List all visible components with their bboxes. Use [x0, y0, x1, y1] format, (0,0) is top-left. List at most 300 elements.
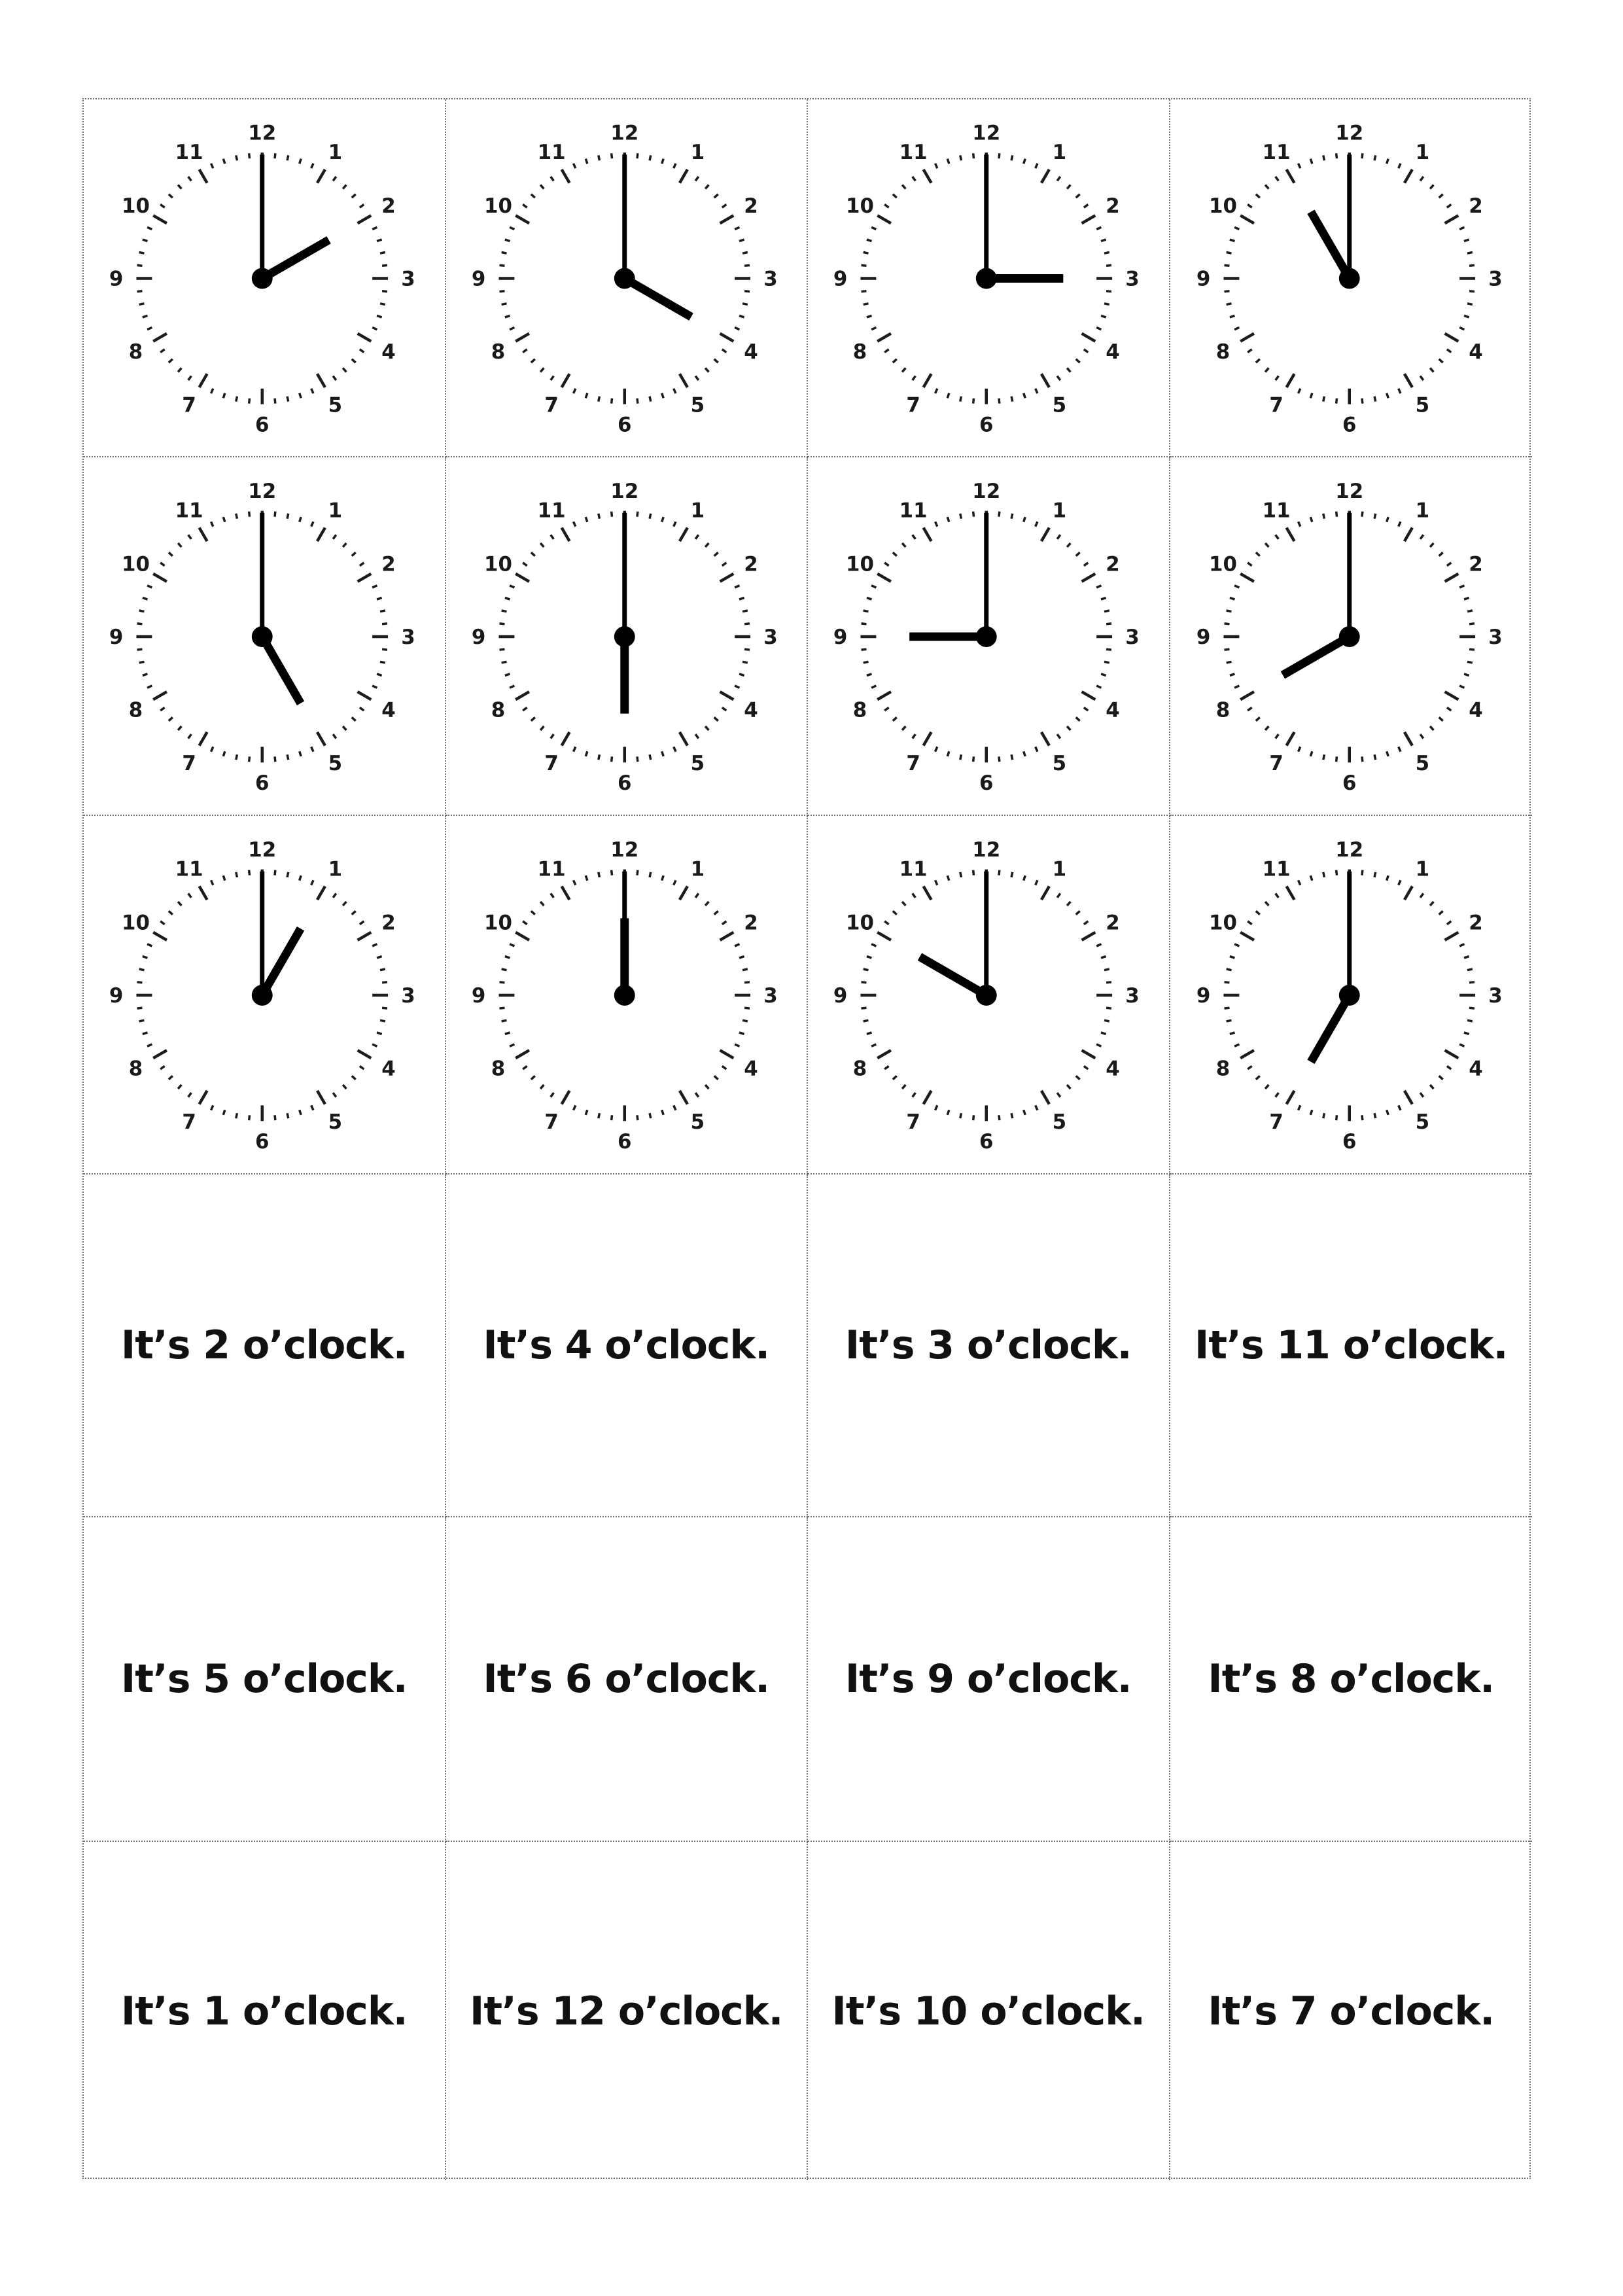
- minute-tick: [1101, 315, 1106, 317]
- minute-tick: [650, 514, 651, 519]
- clock-numeral: 4: [1106, 1057, 1120, 1081]
- hour-tick: [317, 886, 325, 900]
- hour-tick: [358, 932, 372, 940]
- minute-tick: [1096, 944, 1101, 946]
- minute-tick: [531, 194, 534, 198]
- hour-tick: [679, 527, 687, 541]
- hour-tick: [358, 692, 372, 699]
- minute-tick: [311, 747, 313, 751]
- minute-tick: [735, 227, 739, 229]
- clock-numeral: 3: [1125, 267, 1140, 291]
- minute-tick: [960, 397, 962, 402]
- minute-tick: [382, 291, 387, 292]
- minute-tick: [722, 921, 725, 925]
- minute-tick: [380, 253, 385, 254]
- minute-tick: [999, 1115, 1000, 1120]
- minute-tick: [1439, 359, 1442, 362]
- minute-tick: [973, 1115, 974, 1120]
- minute-tick: [211, 1105, 213, 1110]
- caption-card: [808, 1174, 1170, 1517]
- minute-tick: [862, 291, 867, 292]
- hour-tick: [1240, 932, 1254, 940]
- time-caption: It’s 1 o’clock.: [120, 1988, 408, 2034]
- minute-tick: [501, 610, 506, 612]
- hour-tick: [679, 169, 687, 183]
- caption-card: [84, 1517, 446, 1842]
- minute-tick: [884, 921, 888, 925]
- minute-tick: [598, 1113, 599, 1118]
- clock-numeral: 7: [182, 393, 196, 417]
- minute-tick: [871, 944, 876, 946]
- minute-tick: [1362, 1115, 1363, 1120]
- minute-tick: [673, 880, 675, 885]
- minute-tick: [382, 265, 387, 266]
- minute-tick: [1310, 1110, 1312, 1115]
- time-caption: It’s 4 o’clock.: [483, 1322, 770, 1368]
- hour-tick: [1444, 932, 1458, 940]
- clock-numeral: 3: [1125, 983, 1140, 1008]
- minute-tick: [143, 598, 148, 599]
- minute-tick: [1226, 1020, 1231, 1021]
- minute-tick: [1467, 662, 1473, 663]
- minute-tick: [1323, 1113, 1324, 1118]
- hour-tick: [877, 692, 891, 699]
- minute-tick: [377, 957, 382, 958]
- minute-tick: [504, 674, 510, 675]
- minute-tick: [884, 1066, 888, 1069]
- clock-card: [808, 816, 1170, 1174]
- minute-tick: [1265, 543, 1268, 547]
- minute-tick: [1255, 359, 1259, 362]
- minute-tick: [1459, 944, 1464, 946]
- minute-tick: [188, 177, 192, 181]
- minute-tick: [1398, 164, 1400, 168]
- minute-tick: [1310, 393, 1312, 398]
- minute-tick: [1430, 726, 1433, 730]
- minute-tick: [637, 756, 638, 762]
- minute-tick: [550, 376, 553, 380]
- minute-tick: [705, 726, 708, 730]
- minute-tick: [377, 239, 382, 241]
- minute-tick: [300, 751, 301, 756]
- minute-tick: [223, 1110, 224, 1115]
- minute-tick: [1024, 1110, 1025, 1115]
- hour-tick: [358, 1050, 372, 1058]
- minute-tick: [372, 327, 377, 329]
- minute-tick: [1076, 1076, 1080, 1079]
- minute-tick: [178, 726, 181, 730]
- hour-tick: [1082, 215, 1096, 223]
- minute-tick: [531, 359, 534, 362]
- minute-tick: [999, 512, 1000, 517]
- minute-tick: [1229, 957, 1234, 958]
- minute-tick: [695, 734, 699, 738]
- minute-tick: [973, 870, 974, 875]
- hour-tick: [877, 215, 891, 223]
- clock-numeral: 9: [471, 267, 485, 291]
- minute-tick: [531, 1076, 534, 1079]
- clock-numeral: 7: [544, 752, 559, 776]
- clock-numeral: 4: [1468, 1057, 1483, 1081]
- minute-tick: [352, 1076, 356, 1079]
- minute-tick: [311, 1105, 313, 1110]
- hour-tick: [1240, 574, 1254, 582]
- minute-tick: [864, 304, 869, 305]
- minute-tick: [287, 155, 288, 160]
- minute-tick: [1275, 734, 1278, 738]
- minute-tick: [1398, 1105, 1400, 1110]
- minute-tick: [598, 754, 599, 760]
- minute-tick: [1234, 586, 1239, 588]
- minute-tick: [714, 194, 718, 198]
- minute-tick: [1104, 662, 1109, 663]
- minute-tick: [739, 674, 744, 675]
- hour-tick: [515, 215, 529, 223]
- clock-numeral: 2: [1468, 911, 1483, 935]
- minute-tick: [380, 304, 385, 305]
- minute-tick: [739, 315, 744, 317]
- clock-numeral: 8: [491, 698, 505, 722]
- minute-tick: [705, 902, 708, 906]
- hour-hand: [1310, 212, 1349, 279]
- minute-tick: [287, 872, 288, 877]
- minute-tick: [585, 751, 587, 756]
- hour-hand: [920, 957, 986, 995]
- caption-card: [1170, 1842, 1533, 2180]
- minute-tick: [1036, 521, 1038, 526]
- minute-tick: [960, 872, 962, 877]
- clock-numeral: 2: [743, 552, 758, 576]
- minute-tick: [377, 598, 382, 599]
- minute-tick: [540, 368, 544, 372]
- minute-tick: [1104, 610, 1109, 612]
- minute-tick: [1101, 674, 1106, 675]
- minute-tick: [169, 359, 173, 362]
- minute-tick: [1439, 552, 1442, 556]
- minute-tick: [360, 563, 364, 566]
- minute-tick: [311, 389, 313, 393]
- clock-numeral: 12: [1335, 838, 1363, 862]
- clock-card: [1170, 99, 1533, 457]
- caption-card: [1170, 1517, 1533, 1842]
- clock-center-dot: [252, 268, 273, 289]
- clock-numeral: 5: [690, 1110, 705, 1135]
- minute-tick: [1362, 870, 1363, 875]
- minute-tick: [169, 717, 173, 720]
- hour-tick: [1082, 692, 1096, 699]
- minute-tick: [372, 686, 377, 688]
- time-caption: It’s 6 o’clock.: [483, 1656, 770, 1702]
- minute-tick: [864, 1020, 869, 1021]
- minute-tick: [1011, 514, 1013, 519]
- minute-tick: [650, 397, 651, 402]
- minute-tick: [1024, 517, 1025, 522]
- minute-tick: [1057, 177, 1060, 181]
- minute-tick: [223, 751, 224, 756]
- minute-tick: [714, 359, 718, 362]
- minute-tick: [1234, 686, 1239, 688]
- clock-numeral: 1: [690, 141, 705, 165]
- minute-tick: [1076, 552, 1080, 556]
- minute-tick: [714, 1076, 718, 1079]
- minute-tick: [661, 517, 663, 522]
- minute-tick: [935, 880, 937, 885]
- minute-tick: [867, 315, 872, 317]
- clock-numeral: 11: [899, 499, 928, 523]
- minute-tick: [1439, 194, 1442, 198]
- minute-tick: [913, 177, 916, 181]
- minute-tick: [223, 875, 224, 881]
- minute-tick: [650, 754, 651, 760]
- minute-tick: [139, 610, 145, 612]
- minute-tick: [1234, 1044, 1239, 1046]
- minute-tick: [1067, 185, 1070, 189]
- minute-tick: [598, 514, 599, 519]
- hour-tick: [358, 574, 372, 582]
- clock-numeral: 11: [537, 857, 566, 881]
- minute-tick: [499, 265, 504, 266]
- clock-numeral: 7: [1268, 1110, 1283, 1135]
- minute-tick: [380, 662, 385, 663]
- minute-tick: [585, 1110, 587, 1115]
- minute-tick: [377, 1033, 382, 1034]
- hour-tick: [561, 374, 569, 387]
- minute-tick: [1057, 734, 1060, 738]
- minute-tick: [380, 1020, 385, 1021]
- minute-tick: [1101, 598, 1106, 599]
- minute-tick: [343, 1085, 346, 1089]
- clock-numeral: 12: [1335, 479, 1363, 503]
- minute-tick: [1446, 204, 1450, 207]
- minute-tick: [867, 239, 872, 241]
- minute-tick: [147, 686, 152, 688]
- minute-tick: [862, 982, 867, 983]
- clock-numeral: 11: [1262, 499, 1291, 523]
- clock-numeral: 1: [1415, 499, 1429, 523]
- hour-tick: [1286, 374, 1294, 387]
- minute-tick: [1255, 717, 1259, 720]
- clock-numeral: 1: [1415, 141, 1429, 165]
- minute-tick: [893, 717, 897, 720]
- minute-tick: [139, 969, 145, 970]
- time-caption: It’s 9 o’clock.: [845, 1656, 1132, 1702]
- clock-numeral: 8: [128, 1057, 143, 1081]
- hour-tick: [515, 932, 529, 940]
- minute-tick: [1464, 315, 1469, 317]
- caption-card: [84, 1842, 446, 2180]
- minute-tick: [540, 543, 544, 547]
- minute-tick: [739, 957, 744, 958]
- minute-tick: [188, 376, 192, 380]
- hour-tick: [200, 527, 207, 541]
- clock-numeral: 9: [833, 625, 848, 649]
- clock-card: [1170, 816, 1533, 1174]
- minute-tick: [1467, 253, 1473, 254]
- minute-tick: [735, 1044, 739, 1046]
- clock-numeral: 3: [763, 625, 778, 649]
- clock-numeral: 7: [906, 752, 920, 776]
- minute-tick: [611, 756, 612, 762]
- minute-tick: [1248, 921, 1251, 925]
- minute-tick: [523, 349, 527, 353]
- minute-tick: [1298, 389, 1300, 393]
- minute-tick: [947, 393, 949, 398]
- minute-tick: [947, 517, 949, 522]
- hour-tick: [924, 732, 932, 746]
- minute-tick: [1255, 194, 1259, 198]
- minute-tick: [884, 563, 888, 566]
- minute-tick: [501, 1020, 506, 1021]
- minute-tick: [1439, 1076, 1442, 1079]
- minute-tick: [893, 552, 897, 556]
- clock-numeral: 4: [381, 698, 396, 722]
- minute-tick: [523, 204, 527, 207]
- minute-tick: [178, 368, 181, 372]
- clock-numeral: 8: [1215, 340, 1230, 364]
- clock-numeral: 6: [255, 771, 270, 796]
- minute-tick: [510, 686, 514, 688]
- minute-tick: [947, 1110, 949, 1115]
- clock-numeral: 4: [743, 340, 758, 364]
- minute-tick: [169, 911, 173, 914]
- minute-tick: [864, 610, 869, 612]
- minute-tick: [1362, 756, 1363, 762]
- minute-tick: [661, 1110, 663, 1115]
- minute-tick: [862, 265, 867, 266]
- minute-tick: [1362, 398, 1363, 404]
- clock-numeral: 9: [1196, 625, 1210, 649]
- minute-tick: [637, 1115, 638, 1120]
- clock-numeral: 11: [899, 857, 928, 881]
- minute-tick: [598, 155, 599, 160]
- minute-tick: [735, 327, 739, 329]
- minute-tick: [1446, 349, 1450, 353]
- minute-tick: [178, 1085, 181, 1089]
- minute-tick: [249, 756, 250, 762]
- clock-numeral: 3: [763, 983, 778, 1008]
- minute-tick: [1104, 304, 1109, 305]
- minute-tick: [1420, 893, 1423, 897]
- minute-tick: [960, 1113, 962, 1118]
- minute-tick: [611, 1115, 612, 1120]
- minute-tick: [935, 1105, 937, 1110]
- minute-tick: [504, 315, 510, 317]
- minute-tick: [352, 552, 356, 556]
- minute-tick: [501, 253, 506, 254]
- minute-tick: [611, 153, 612, 158]
- minute-tick: [1467, 969, 1473, 970]
- minute-tick: [739, 239, 744, 241]
- hour-tick: [1444, 574, 1458, 582]
- minute-tick: [499, 982, 504, 983]
- hour-tick: [1286, 169, 1294, 183]
- clock-numeral: 7: [182, 1110, 196, 1135]
- minute-tick: [1386, 517, 1387, 522]
- minute-tick: [223, 159, 224, 164]
- minute-tick: [139, 253, 145, 254]
- minute-tick: [211, 389, 213, 393]
- clock-card: [84, 457, 446, 816]
- hour-tick: [924, 169, 932, 183]
- minute-tick: [864, 662, 869, 663]
- minute-tick: [540, 726, 544, 730]
- minute-tick: [1446, 921, 1450, 925]
- minute-tick: [499, 649, 504, 650]
- minute-tick: [1398, 880, 1400, 885]
- hour-tick: [515, 334, 529, 342]
- minute-tick: [504, 598, 510, 599]
- minute-tick: [960, 514, 962, 519]
- clock-card: [84, 816, 446, 1174]
- minute-tick: [1036, 1105, 1038, 1110]
- minute-tick: [377, 315, 382, 317]
- clock-numeral: 5: [328, 752, 343, 776]
- hour-tick: [317, 374, 325, 387]
- minute-tick: [1248, 204, 1251, 207]
- hour-tick: [200, 169, 207, 183]
- clock-numeral: 7: [544, 1110, 559, 1135]
- minute-tick: [1298, 880, 1300, 885]
- minute-tick: [999, 756, 1000, 762]
- minute-tick: [722, 563, 725, 566]
- minute-tick: [739, 1033, 744, 1034]
- hour-tick: [561, 1091, 569, 1104]
- minute-tick: [139, 1020, 145, 1021]
- clock-numeral: 7: [1268, 752, 1283, 776]
- minute-tick: [287, 397, 288, 402]
- clock-numeral: 1: [328, 857, 343, 881]
- clock-numeral: 11: [899, 141, 928, 165]
- minute-tick: [1420, 535, 1423, 539]
- minute-tick: [884, 707, 888, 711]
- minute-tick: [1265, 368, 1268, 372]
- hour-tick: [877, 574, 891, 582]
- minute-tick: [1386, 159, 1387, 164]
- hour-tick: [1082, 1050, 1096, 1058]
- clock-numeral: 12: [610, 838, 638, 862]
- clock-numeral: 3: [401, 625, 415, 649]
- minute-tick: [1323, 872, 1324, 877]
- minute-tick: [1374, 397, 1376, 402]
- minute-tick: [935, 521, 937, 526]
- minute-tick: [1439, 911, 1442, 914]
- minute-tick: [1430, 185, 1433, 189]
- minute-tick: [1248, 349, 1251, 353]
- minute-tick: [360, 921, 364, 925]
- time-caption: It’s 11 o’clock.: [1195, 1322, 1508, 1368]
- minute-tick: [531, 552, 534, 556]
- minute-tick: [211, 880, 213, 885]
- minute-tick: [1374, 1113, 1376, 1118]
- clock-numeral: 1: [1052, 499, 1067, 523]
- clock-numeral: 9: [471, 625, 485, 649]
- hour-tick: [1286, 886, 1294, 900]
- minute-tick: [1096, 586, 1101, 588]
- minute-tick: [935, 747, 937, 751]
- minute-tick: [1386, 751, 1387, 756]
- minute-tick: [714, 552, 718, 556]
- hour-hand: [1282, 637, 1349, 675]
- analog-clock: [446, 99, 807, 456]
- hour-tick: [200, 374, 207, 387]
- minute-tick: [1446, 707, 1450, 711]
- minute-tick: [380, 969, 385, 970]
- hour-tick: [924, 886, 932, 900]
- minute-tick: [947, 875, 949, 881]
- clock-numeral: 12: [248, 121, 277, 145]
- hour-tick: [1286, 1091, 1294, 1104]
- clock-numeral: 9: [471, 983, 485, 1008]
